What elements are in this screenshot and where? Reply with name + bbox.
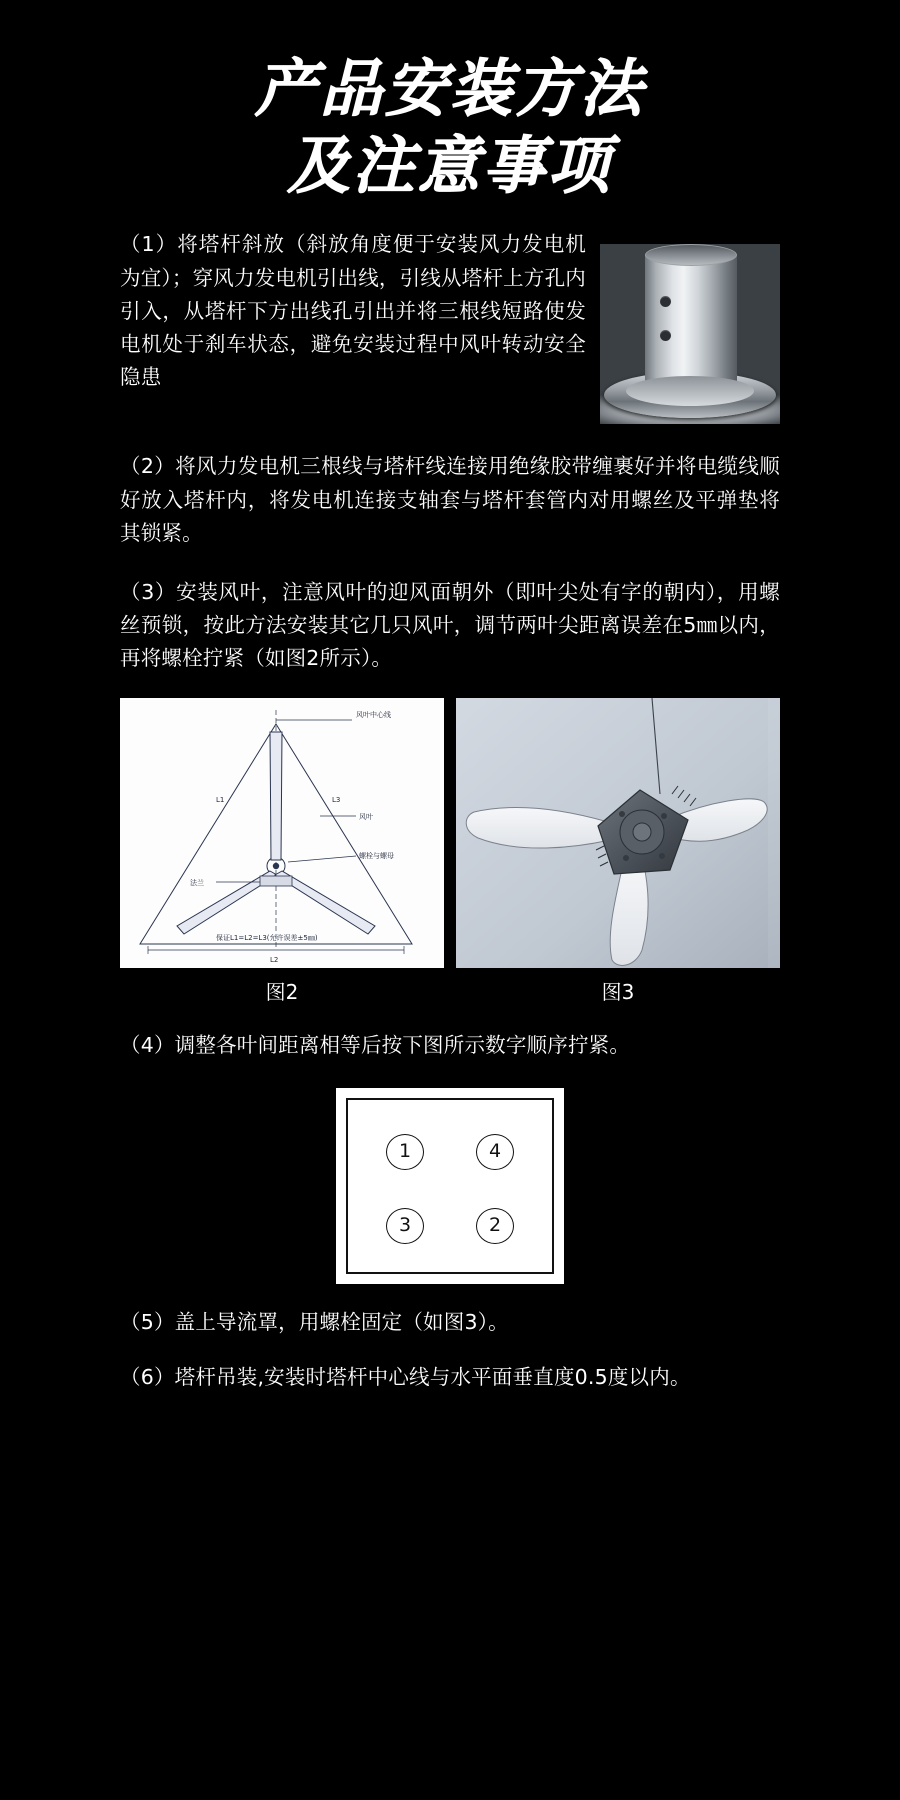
figure-row xyxy=(120,698,780,1005)
figure-3-caption: 图3 xyxy=(601,979,635,1004)
figure-3-image xyxy=(456,698,780,968)
step-1-block xyxy=(120,228,780,428)
bolt-order-frame xyxy=(336,1088,564,1284)
bolt-order-inner xyxy=(346,1098,554,1274)
figure-3-render xyxy=(456,698,768,968)
step-1-text: （1）将塔杆斜放（斜放角度便于安装风力发电机为宜）；穿风力发电机引出线，引线从塔杆上方孔内引入，从塔杆下方出线孔引出并将三根线短路使发电机处于刹车状态，避免安装过程中风叶转动安全隐患 xyxy=(120,232,586,390)
figure-2-caption: 图2 xyxy=(265,979,299,1004)
step-5-text: （5）盖上导流罩，用螺栓固定（如图3）。 xyxy=(120,1309,509,1334)
step-4-text: （4）调整各叶间距离相等后按下图所示数字顺序拧紧。 xyxy=(120,1032,631,1057)
bolt-number-2: 2 xyxy=(476,1208,514,1244)
page-title xyxy=(120,0,780,202)
fig2-label-flange: 法兰 xyxy=(190,878,204,887)
title-line-1: 产品安装方法 xyxy=(254,52,645,125)
figure-2-drawing xyxy=(120,698,432,968)
title-line-2: 及注意事项 xyxy=(287,129,613,203)
tower-cylinder xyxy=(645,252,737,392)
fig2-label-l1: L1 xyxy=(216,795,225,804)
step-2-text: （2）将风力发电机三根线与塔杆线连接用绝缘胶带缠裹好并将电缆线顺好放入塔杆内，将发电机连接支轴套与塔杆套管内对用螺丝及平弹垫将其锁紧。 xyxy=(120,454,780,545)
tower-socket-photo xyxy=(600,244,780,424)
fig2-label-bolt-nut: 螺栓与螺母 xyxy=(359,851,394,860)
step-6-text: （6）塔杆吊装,安装时塔杆中心线与水平面垂直度0.5度以内。 xyxy=(120,1364,691,1389)
figure-2-image xyxy=(120,698,444,968)
fig2-label-blade: 风叶 xyxy=(359,812,373,821)
step-3-text: （3）安装风叶，注意风叶的迎风面朝外（即叶尖处有字的朝内），用螺丝预锁，按此方法安装其它几只风叶，调节两叶尖距离误差在5㎜以内，再将螺栓拧紧（如图2所示）。 xyxy=(120,579,780,671)
bolt-number-1: 1 xyxy=(386,1134,424,1170)
fig2-label-center-line: 风叶中心线 xyxy=(356,710,391,719)
figure-3-cell xyxy=(456,698,780,1005)
fig2-label-l2: L2 xyxy=(270,955,279,964)
figure-2-cell xyxy=(120,698,444,1005)
bolt-order-diagram xyxy=(120,1088,780,1284)
bolt-number-4: 4 xyxy=(476,1134,514,1170)
bolt-number-3: 3 xyxy=(386,1208,424,1244)
fig2-label-note: 保证L1=L2=L3(允许误差±5㎜) xyxy=(216,933,318,942)
fig2-label-l3: L3 xyxy=(332,795,341,804)
